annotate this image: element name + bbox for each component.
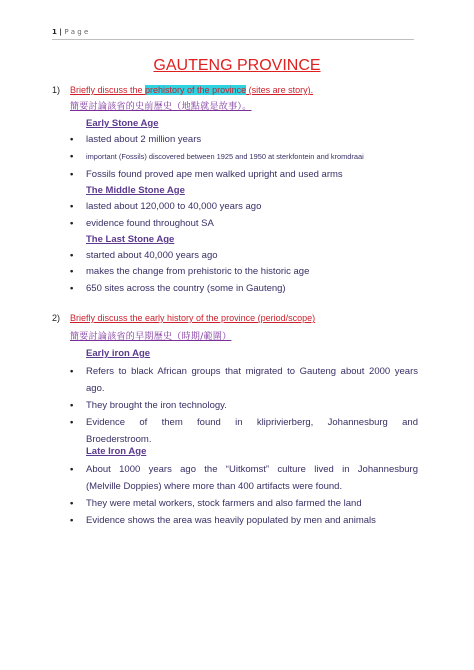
question-2 <box>52 313 315 323</box>
list-item: • started about 40,000 years ago <box>70 250 218 261</box>
bullet-icon: • <box>70 201 74 212</box>
list-item: • makes the change from prehistoric to the historic age <box>70 266 310 277</box>
section-last-stone-age-title: The Last Stone Age <box>86 234 175 245</box>
page-number: 1 <box>52 28 57 36</box>
bullet-icon: • <box>70 218 74 229</box>
bullet-icon: • <box>70 498 74 509</box>
section-early-stone-age-title: Early Stone Age <box>86 118 159 129</box>
question-1-highlight: prehistory of the province <box>145 85 247 95</box>
bullet-icon: • <box>70 366 74 377</box>
bullet-icon: • <box>70 169 74 180</box>
list-item: • evidence found throughout SA <box>70 218 214 229</box>
list-item: • They brought the iron technology. <box>70 397 418 414</box>
bullet-icon: • <box>70 464 74 475</box>
question-2-number: 2) <box>52 313 61 323</box>
bullet-icon: • <box>70 283 74 294</box>
bullet-icon: • <box>70 151 74 162</box>
list-item: • About 1000 years ago the “Uitkomst” culture lived in Johannesburg (Melville Doppies) where more than 400 artifacts were found. <box>70 461 418 495</box>
bullet-icon: • <box>70 400 74 411</box>
question-1-text-a: Briefly discuss the <box>70 85 146 95</box>
section-late-iron-age-title: Late Iron Age <box>86 446 147 457</box>
question-1-chinese: 簡要討論該省的史前歷史（地點就是故事）。 <box>70 102 252 112</box>
bullet-icon: • <box>70 515 74 526</box>
list-item: • lasted about 2 million years <box>70 134 202 145</box>
document-title: GAUTENG PROVINCE <box>153 57 321 74</box>
page-header <box>52 28 414 40</box>
question-1-number: 1) <box>52 85 61 95</box>
list-item: • They were metal workers, stock farmers and also farmed the land <box>70 495 418 512</box>
bullet-icon: • <box>70 250 74 261</box>
bullet-icon: • <box>70 266 74 277</box>
page-header-separator: | <box>56 28 65 36</box>
list-item: • Fossils found proved ape men walked upright and used arms <box>70 169 343 180</box>
list-item: • Evidence shows the area was heavily populated by men and animals <box>70 512 418 529</box>
list-item: • Refers to black African groups that migrated to Gauteng about 2000 years ago. <box>70 363 418 397</box>
list-item: • Evidence of them found in kliprivierberg, Johannesburg and Broederstroom. <box>70 414 418 448</box>
bullet-icon: • <box>70 134 74 145</box>
list-item: • lasted about 120,000 to 40,000 years ago <box>70 201 262 212</box>
question-1-text-b: (sites are story). <box>246 85 314 95</box>
question-2-chinese: 簡要討論該省的早期歷史（時期/範圍） <box>70 332 232 342</box>
page-word: P a g e <box>64 28 89 36</box>
question-2-text: Briefly discuss the early history of the province (period/scope) <box>70 313 316 323</box>
bullet-icon: • <box>70 417 74 428</box>
list-item: • important (Fossils) discovered between 1925 and 1950 at sterkfontein and kromdraai <box>70 151 364 162</box>
question-1 <box>52 85 313 95</box>
section-middle-stone-age-title: The Middle Stone Age <box>86 185 185 196</box>
section-early-iron-age-title: Early iron Age <box>86 348 151 359</box>
list-item: • 650 sites across the country (some in Gauteng) <box>70 283 286 294</box>
